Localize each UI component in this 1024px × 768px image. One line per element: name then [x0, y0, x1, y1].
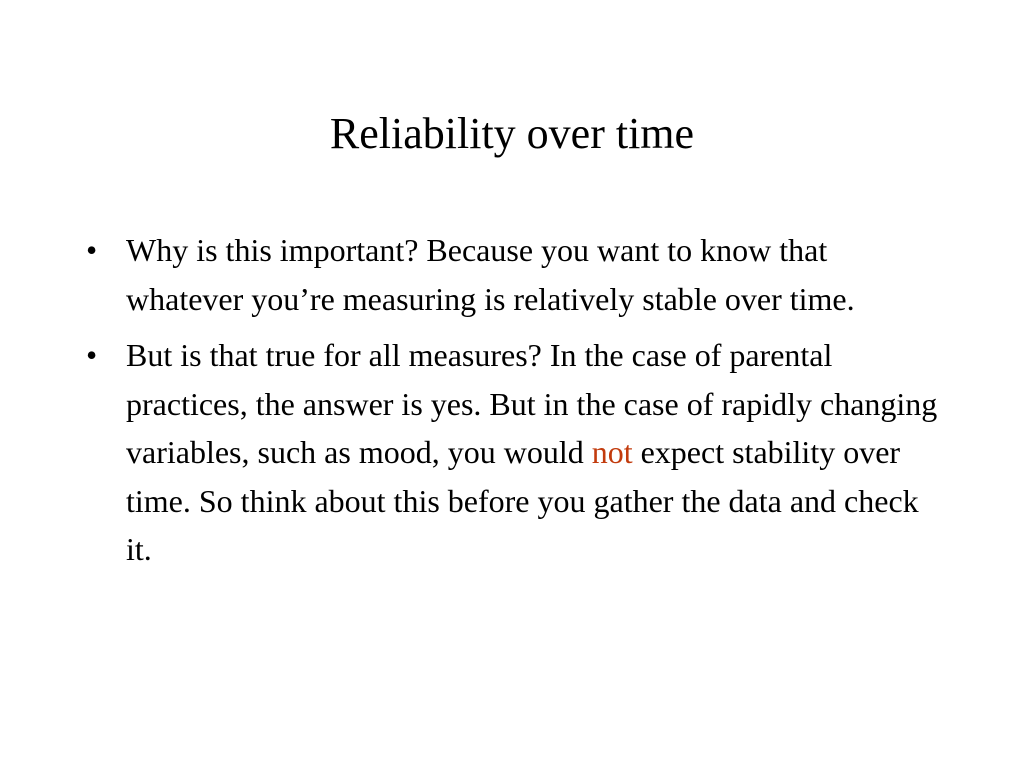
bullet-text: Why is this important? Because you want to know that whatever you’re measuring is relatively stable over time. [126, 232, 855, 317]
slide-title: Reliability over time [329, 109, 695, 158]
emphasized-word: not [591, 434, 633, 470]
bullet-item-1 [86, 226, 946, 323]
bullet-list [86, 226, 946, 582]
bullet-item-2 [86, 331, 946, 574]
bullet-marker: • [86, 232, 98, 268]
bullet-text-end: expect stability over time. So think about this before you gather the data and check it. [126, 434, 919, 567]
bullet-text-start: But is that true for all measures? In the case of parental practices, the answer is yes. But in the case of rapidly changing variables, such as mood, you would [126, 337, 938, 470]
bullet-marker: • [86, 337, 98, 373]
